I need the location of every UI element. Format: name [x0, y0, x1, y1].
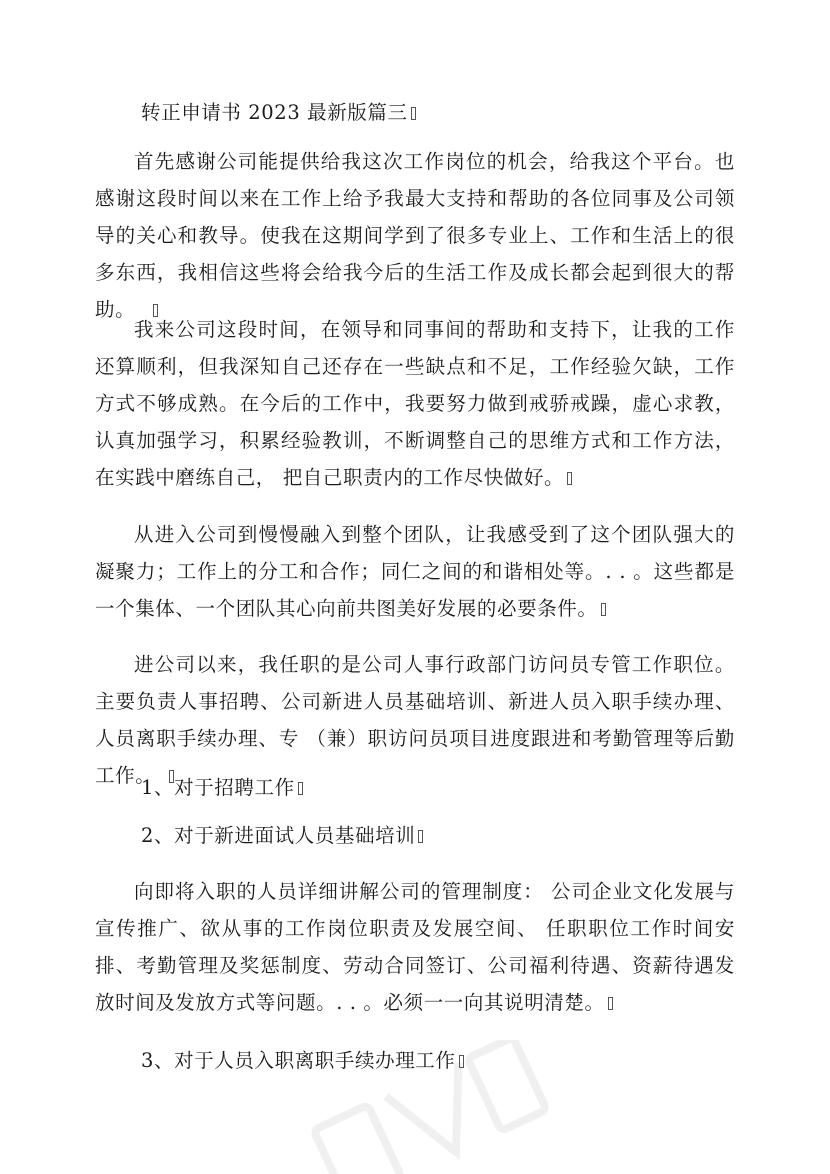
paragraph-mark-icon — [411, 107, 416, 120]
paragraph-2 — [95, 311, 735, 496]
paragraph-mark-icon — [608, 997, 613, 1010]
watermark-logo — [300, 1040, 560, 1174]
document-title — [95, 94, 735, 131]
paragraph-5-text: 向即将入职的人员详细讲解公司的管理制度： 公司企业文化发展与宣传推广、欲从事的工作岗位职责及发展空间、 任职职位工作时间安排、考勤管理及奖惩制度、劳动合同签订、公司福利待遇、资薪待遇发放时间及发放方式等问题。. . 。必须一一向其说明清楚。 — [95, 880, 735, 1014]
paragraph-mark-icon — [601, 603, 606, 616]
list-item-1 — [95, 769, 735, 806]
paragraph-5 — [95, 873, 735, 1021]
list-item-3-text: 3、对于人员入职离职手续办理工作 — [141, 1049, 456, 1072]
document-title-text: 转正申请书 2023 最新版篇三 — [141, 101, 408, 124]
paragraph-3-text: 从进入公司到慢慢融入到整个团队，让我感受到了这个团队强大的凝聚力；工作上的分工和合作；同仁之间的和谐相处等。. . 。这些都是一个集体、一个团队其心向前共图美好发展的必要条件。 — [95, 523, 735, 620]
list-item-2-text: 2、对于新进面试人员基础培训 — [141, 824, 416, 847]
paragraph-2-text: 我来公司这段时间，在领导和同事间的帮助和支持下，让我的工作还算顺利，但我深知自己还存在一些缺点和不足，工作经验欠缺，工作方式不够成熟。在今后的工作中，我要努力做到戒骄戒躁，虚心求教，认真加强学习，积累经验教训，不断调整自己的思维方式和工作方法，在实践中磨练自己， 把自己职责内的工作尽快做好。 — [95, 318, 735, 489]
list-item-1-text: 1、对于招聘工作 — [141, 776, 295, 799]
paragraph-4-text: 进公司以来，我任职的是公司人事行政部门访问员专管工作职位。 主要负责人事招聘、公司新进人员基础培训、新进人员入职手续办理、人员离职手续办理、专 （兼）职访问员项目进度跟进和考勤管理等后勤工作。 — [95, 653, 735, 787]
list-item-2 — [95, 817, 735, 854]
paragraph-mark-icon — [298, 782, 303, 795]
paragraph-mark-icon — [418, 830, 423, 843]
paragraph-1-text: 首先感谢公司能提供给我这次工作岗位的机会，给我这个平台。也感谢这段时间以来在工作上给予我最大支持和帮助的各位同事及公司领导的关心和教导。使我在这期间学到了很多专业上、工作和生活上的很多东西，我相信这些将会给我今后的生活工作及成长都会起到很大的帮助。 — [95, 150, 735, 321]
paragraph-3 — [95, 516, 735, 627]
paragraph-mark-icon — [567, 472, 572, 485]
paragraph-1 — [95, 143, 735, 328]
